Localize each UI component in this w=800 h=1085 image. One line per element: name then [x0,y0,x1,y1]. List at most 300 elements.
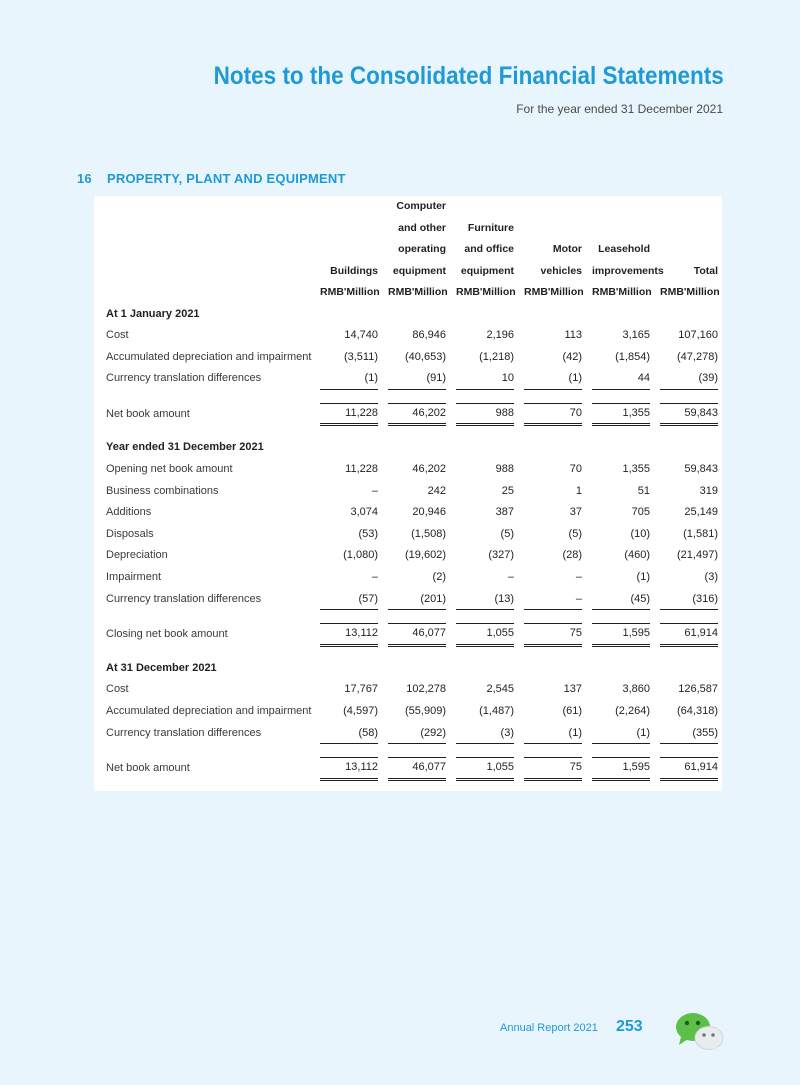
row-label [94,610,314,621]
cell-value [586,744,654,755]
cell-value [518,621,586,647]
cell-value [518,567,586,589]
cell-number: 1,595 [592,623,650,647]
cell-number: (47,278) [677,350,718,363]
row-label [94,647,314,658]
cell-number: 61,914 [660,757,718,781]
column-header [314,196,382,304]
annual-report-label: Annual Report 2021 [500,1022,598,1034]
cell-number: 705 [631,506,650,519]
cell-number: 59,843 [684,463,718,476]
cell-value [586,390,654,401]
cell-value [654,589,722,611]
cell-value [314,481,382,503]
cell-value [518,658,586,680]
cell-value [586,589,654,611]
table-row [94,481,722,503]
cell-value [382,481,450,503]
column-header [654,196,722,304]
cell-value [586,368,654,390]
cell-value [314,679,382,701]
cell-number: 70 [569,463,582,476]
cell-value [654,755,722,781]
cell-number: 75 [524,623,582,647]
cell-number: 1,055 [456,757,514,781]
row-label [94,744,314,755]
cell-number: 44 [592,368,650,390]
cell-value [586,701,654,723]
column-header [450,196,518,304]
column-header-line [524,196,582,218]
column-header-line: and office [464,243,514,255]
cell-value [586,426,654,437]
cell-value [314,658,382,680]
cell-value [382,426,450,437]
cell-value [314,589,382,611]
cell-value [518,545,586,567]
cell-number: (61) [562,705,582,717]
cell-value [450,502,518,524]
row-label: Accumulated depreciation and impairment [106,350,312,363]
cell-value [518,459,586,481]
row-label [94,390,314,401]
column-header-line: RMB'Million [592,286,652,298]
column-header [382,196,450,304]
row-label: Cost [106,329,129,342]
cell-number: 1,055 [456,623,514,647]
cell-value [518,325,586,347]
column-header-line: RMB'Million [320,286,380,298]
spacer-row [94,647,722,658]
row-label: Net book amount [106,407,190,420]
row-label: Impairment [106,571,162,584]
cell-number: 75 [524,757,582,781]
cell-number: (1,487) [479,705,514,717]
section-row [94,658,722,680]
wechat-icon [673,1010,725,1054]
row-label: Currency translation differences [106,726,262,739]
column-header-line [320,239,378,261]
cell-number: – [524,589,582,611]
table-row [94,701,722,723]
cell-value [314,744,382,755]
row-label: Currency translation differences [106,372,262,385]
cell-value [314,524,382,546]
column-header-line [660,218,718,240]
cell-number: 113 [564,329,582,342]
cell-number: (4,597) [343,705,378,717]
cell-value [450,567,518,589]
cell-value [450,459,518,481]
cell-number: (28) [562,549,582,562]
table-row [94,325,722,347]
cell-value [314,390,382,401]
cell-value [450,390,518,401]
cell-number: (1,581) [683,527,718,540]
cell-number: (460) [624,549,650,562]
cell-value [450,679,518,701]
cell-value [654,621,722,647]
cell-value [586,679,654,701]
cell-number: 2,545 [486,683,514,696]
cell-value [314,304,382,326]
cell-value [654,567,722,589]
cell-value [518,390,586,401]
cell-number: 25,149 [684,506,718,519]
cell-value [586,567,654,589]
spacer-row [94,390,722,401]
cell-number: 137 [563,683,582,696]
cell-number: 17,767 [344,683,378,696]
table-row [94,368,722,390]
cell-value [654,502,722,524]
cell-value [518,437,586,459]
cell-value [314,459,382,481]
column-header-line: Leasehold [598,243,650,255]
ppe-table-container [94,196,722,791]
cell-value [518,610,586,621]
cell-value [518,481,586,503]
cell-value [382,347,450,369]
cell-number: 46,202 [388,403,446,427]
cell-number: (45) [592,589,650,611]
cell-value [450,621,518,647]
cell-value [586,481,654,503]
cell-value [654,610,722,621]
cell-value [450,524,518,546]
cell-value [518,701,586,723]
row-label: Year ended 31 December 2021 [106,441,264,454]
column-header-line [660,196,718,218]
cell-number: 46,202 [412,463,446,476]
cell-value [314,502,382,524]
column-header-line: equipment [460,264,514,277]
cell-number: 2,196 [486,329,514,342]
cell-number: 13,112 [320,757,378,781]
cell-value [586,755,654,781]
cell-value [450,437,518,459]
column-header-line: Buildings [330,264,378,277]
cell-number: (3) [456,723,514,745]
cell-number: 20,946 [412,506,446,519]
cell-number: (42) [562,350,582,363]
cell-value [450,347,518,369]
cell-value [586,325,654,347]
cell-number: (1,508) [411,527,446,540]
cell-value [518,524,586,546]
cell-value [382,545,450,567]
cell-value [382,755,450,781]
column-header-line: vehicles [540,264,582,277]
cell-value [450,755,518,781]
cell-number: 988 [456,403,514,427]
cell-value [450,426,518,437]
section-row [94,304,722,326]
cell-value [314,647,382,658]
cell-value [382,390,450,401]
cell-number: 51 [637,484,650,497]
cell-value [314,610,382,621]
row-label: Depreciation [106,549,168,562]
column-header-line [592,196,650,218]
cell-value [450,304,518,326]
cell-value [314,401,382,427]
cell-number: (1) [524,723,582,745]
cell-number: (3,511) [343,350,378,363]
row-label: Net book amount [106,762,190,775]
row-label: At 31 December 2021 [106,661,217,674]
table-row [94,679,722,701]
cell-number: 14,740 [344,329,378,342]
cell-value [654,545,722,567]
spacer-row [94,610,722,621]
row-label: Opening net book amount [106,463,233,476]
cell-value [382,723,450,745]
cell-value [586,459,654,481]
column-header-line: operating [398,243,446,255]
cell-value [382,701,450,723]
table-row [94,621,722,647]
cell-number: 10 [456,368,514,390]
cell-value [314,621,382,647]
cell-number: – [507,571,514,584]
cell-value [654,401,722,427]
column-header-line [660,239,718,261]
cell-value [382,610,450,621]
cell-number: 11,228 [320,403,378,427]
header-label-blank [94,196,314,304]
cell-number: 3,860 [622,683,650,696]
table-row [94,589,722,611]
cell-value [654,325,722,347]
cell-number: (1,218) [479,350,514,363]
cell-number: 1,355 [592,403,650,427]
cell-value [382,567,450,589]
cell-value [382,437,450,459]
table-row [94,459,722,481]
cell-value [518,401,586,427]
cell-value [654,524,722,546]
cell-value [586,621,654,647]
section-title: PROPERTY, PLANT AND EQUIPMENT [107,171,346,186]
cell-number: 242 [427,484,446,497]
cell-number: (3) [704,571,718,584]
cell-number: 13,112 [320,623,378,647]
cell-value [382,658,450,680]
cell-value [450,647,518,658]
cell-value [654,390,722,401]
cell-value [586,545,654,567]
row-label: Closing net book amount [106,628,228,641]
cell-value [586,304,654,326]
cell-number: 25 [501,484,514,497]
cell-number: (91) [388,368,446,390]
cell-value [314,437,382,459]
column-header-line: RMB'Million [524,286,584,298]
row-label: Accumulated depreciation and impairment [106,705,312,717]
table-body [94,304,722,781]
cell-number: (1,080) [343,549,378,562]
cell-value [314,567,382,589]
row-label: Cost [106,683,129,696]
column-header [518,196,586,304]
cell-number: (2) [432,571,446,584]
ppe-table [94,196,722,781]
column-header-line [320,196,378,218]
cell-number: (5) [568,527,582,540]
cell-number: 46,077 [388,623,446,647]
cell-value [654,304,722,326]
table-row [94,524,722,546]
cell-value [654,701,722,723]
cell-number: (1) [636,571,650,584]
column-header-line: RMB'Million [388,286,448,298]
cell-number: 988 [495,463,514,476]
table-row [94,567,722,589]
cell-number: – [371,571,378,584]
cell-value [518,368,586,390]
row-label: At 1 January 2021 [106,307,200,320]
cell-number: (57) [320,589,378,611]
cell-value [314,723,382,745]
table-row [94,545,722,567]
cell-number: 11,228 [345,463,378,476]
cell-value [654,658,722,680]
cell-number: (1,854) [615,350,650,363]
cell-value [382,647,450,658]
cell-number: 3,165 [622,329,650,342]
cell-number: (40,653) [405,350,446,363]
cell-value [518,589,586,611]
cell-value [586,658,654,680]
cell-value [382,325,450,347]
cell-number: 102,278 [406,683,446,696]
cell-value [654,647,722,658]
cell-number: (292) [388,723,446,745]
cell-value [450,610,518,621]
cell-value [518,647,586,658]
cell-value [586,610,654,621]
cell-value [586,524,654,546]
row-label [94,426,314,437]
cell-value [518,679,586,701]
cell-value [450,701,518,723]
column-header-line: Furniture [467,221,514,234]
cell-number: (1) [592,723,650,745]
cell-value [450,589,518,611]
cell-value [314,545,382,567]
column-header-line: equipment [392,264,446,277]
cell-value [382,502,450,524]
cell-number: 86,946 [412,329,446,342]
cell-number: (355) [660,723,718,745]
cell-value [382,621,450,647]
spacer-row [94,744,722,755]
cell-value [382,589,450,611]
cell-value [654,426,722,437]
row-label: Additions [106,506,152,519]
cell-number: (316) [660,589,718,611]
column-header-line: and other [398,221,446,234]
cell-number: 1 [575,484,582,497]
cell-value [382,459,450,481]
table-row [94,347,722,369]
cell-value [654,437,722,459]
cell-number: 61,914 [660,623,718,647]
cell-value [314,347,382,369]
cell-value [450,481,518,503]
row-label: Business combinations [106,484,219,497]
cell-value [586,347,654,369]
cell-number: (201) [388,589,446,611]
column-header-line [456,196,514,218]
cell-value [382,744,450,755]
table-row [94,755,722,781]
cell-value [518,744,586,755]
cell-number: (53) [358,527,378,540]
column-header-line: Computer [396,200,446,212]
column-header-line [320,218,378,240]
cell-value [586,437,654,459]
cell-number: – [371,484,378,497]
cell-value [586,647,654,658]
cell-number: 59,843 [660,403,718,427]
cell-number: (2,264) [615,705,650,717]
cell-value [314,755,382,781]
cell-number: (55,909) [405,705,446,717]
cell-value [382,401,450,427]
table-header-row [94,196,722,304]
cell-value [314,701,382,723]
column-header-line: RMB'Million [660,286,720,298]
cell-value [314,426,382,437]
cell-number: 1,355 [622,463,650,476]
cell-number: (5) [500,527,514,540]
cell-value [450,368,518,390]
cell-number: 319 [699,484,718,497]
section-number: 16 [77,171,92,186]
cell-value [450,325,518,347]
cell-number: (1) [524,368,582,390]
section-heading [77,171,346,186]
cell-value [586,401,654,427]
cell-value [518,347,586,369]
column-header-line: Total [693,264,718,277]
cell-value [314,325,382,347]
cell-value [586,723,654,745]
cell-value [654,723,722,745]
cell-number: 387 [495,506,514,519]
row-label: Currency translation differences [106,592,262,605]
cell-number: (1) [320,368,378,390]
cell-value [450,744,518,755]
cell-value [586,502,654,524]
cell-value [518,502,586,524]
cell-number: (19,602) [405,549,446,562]
cell-value [654,679,722,701]
cell-value [382,524,450,546]
cell-value [450,401,518,427]
cell-number: 37 [569,506,582,519]
cell-value [654,347,722,369]
cell-number: 3,074 [350,506,378,519]
column-header-line: Motor [552,243,582,255]
cell-value [450,658,518,680]
cell-value [382,368,450,390]
cell-number: (58) [320,723,378,745]
cell-number: – [575,571,582,584]
cell-value [518,426,586,437]
